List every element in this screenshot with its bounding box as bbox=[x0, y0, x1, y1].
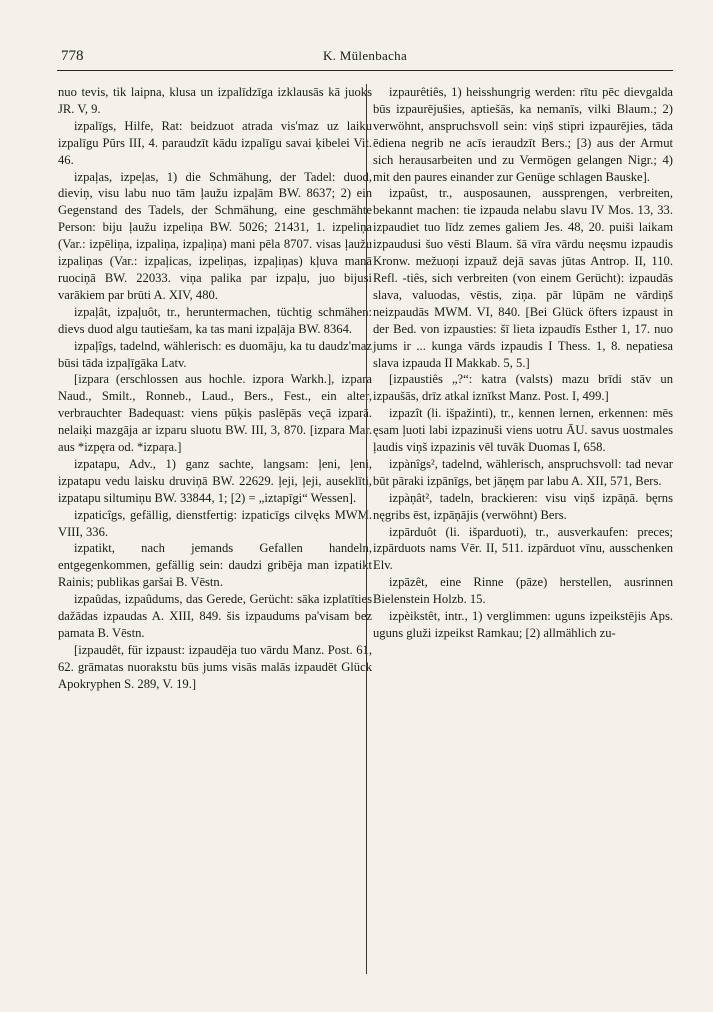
dictionary-entry: izpalīgs, Hilfe, Rat: beidzuot atrada vis'maz uz laiku izpalīgu Pūrs III, 4. paraudzīt kādu izpalīgu savai ķibelei Vit. 46. bbox=[58, 118, 372, 167]
dictionary-entry: izpaļât, izpaļuôt, tr., heruntermachen, tüchtig schmähen: dievs duod algu tautiešam, ka tas mani izpaļāja BW. 8364. bbox=[58, 304, 372, 336]
dictionary-entry: izpaûdas, izpaûdums, das Gerede, Gerücht: sāka izplatīties dažādas izpaudas A. XIII, 849. šis izpaudums pa'visam bez pamata B. Vēstn. bbox=[58, 592, 372, 640]
right-column bbox=[373, 84, 673, 642]
left-column bbox=[58, 84, 372, 693]
page-number: 778 bbox=[61, 48, 84, 64]
dictionary-entry: [izpaustiês „?“: katra (valsts) mazu brīdi stāv un izpaušās, drīz atkal iznīkst Manz. Post. I, 499.] bbox=[373, 372, 673, 404]
dictionary-entry: izpànîgs², tadelnd, wählerisch, anspruchsvoll: tad nevar būt pāraki izpānīgs, bet jāņęm par labu A. XII, 571, Bers. bbox=[373, 456, 673, 488]
dictionary-entry: izpaļîgs, tadelnd, wählerisch: es duomāju, ka tu daudz'maz būsi tāda izpaļīgāka Latv. bbox=[58, 338, 372, 370]
dictionary-entry: izpèikstêt, intr., 1) verglimmen: uguns izpeikstējis Aps. uguns gluži izpeikst Ramkau; [2) allmählich zu- bbox=[373, 609, 673, 640]
dictionary-entry: izpaļas, izpeļas, 1) die Schmähung, der Tadel: duod, dieviņ, visu labu nuo tām ļaužu izpaļām BW. 8637; 2) ein Gegenstand des Tadels, der Schmähung, eine geschmähte Person: biju ļaužu izpeliņa BW. 5026; 21431, 1. izpeliņa (Var.: izpēliņa, izpaliņa, izpaļiņa) mani pēla 8707. visas ļaužu izpaliņas (Var.: izpaļicas, izpeliņas, izpaļiņas) kļuva manā ruociņā BW. 22033. viņa palika par izpaļu, juo bijusi varākiem par brūti A. XIV, 480. bbox=[58, 169, 372, 302]
page-header bbox=[57, 44, 673, 71]
dictionary-entry: izpaûst, tr., ausposaunen, aussprengen, verbreiten, bekannt machen: tie izpauda nelabu slavu IV Mos. 13, 33. izpaudiet tuo līdz zemes galiem Jes. 48, 20. puiši laikam izpaudusi šuo vēsti Blaum. šā vīra vārdu neęsmu izpaudis Kronw. mežuoņi izpauž dejā savas jūtas Antrop. II, 110. Refl. -tiês, sich verbreiten (von einem Gerücht): izpaudās slava, valuodas, vēstis, ziņa. pār lūpām ne vārdiņš neizpaudās MWM. VI, 840. [Bei Glück öfters izpaust in der Bed. von izpausties: šī lieta izpaudīs Esther 1, 17. nuo jums ir ... kunga vārds izpaudis I Thess. 1, 8. nepatiesa slava izpauda II Makkab. 5, 5.] bbox=[373, 186, 673, 370]
dictionary-entry: [izpaudêt, für izpaust: izpaudēja tuo vārdu Manz. Post. 61, 62. grāmatas nuorakstu būs jums visās malās izpaudēt Glück Apokryphen S. 289, V. 19.] bbox=[58, 642, 372, 691]
dictionary-entry: izpatapu, Adv., 1) ganz sachte, langsam: ļeni, ļeni, izpatapu vedu laisku druviņā BW. 22629. ļeji, ļeji, auseklīti, izpatapu siltumiņu BW. 33844, 1; [2) = „iztapīgi“ Wessen]. bbox=[58, 456, 372, 505]
dictionary-entry: izpaticîgs, gefällig, dienstfertig: izpaticīgs cilvęks MWM. VIII, 336. bbox=[58, 507, 372, 539]
dictionary-entry: izpatikt, nach jemands Gefallen handeln, entgegenkommen, gefällig sein: daudzi gribēja man izpatikt Rainis; publikas garšai B. Vēstn. bbox=[58, 541, 372, 590]
dictionary-entry: nuo tevis, tik laipna, klusa un izpalīdzīga izklausās kā juoks JR. V, 9. bbox=[58, 85, 372, 116]
dictionary-entry: izpārduôt (li. išparduoti), tr., ausverkaufen: preces; izpārduots nams Vēr. II, 511. izpārduot vīnu, ausschenken Elv. bbox=[373, 524, 673, 573]
column-divider bbox=[366, 84, 367, 974]
running-head: K. Mülenbacha bbox=[322, 48, 408, 63]
dictionary-entry: [izpara (erschlossen aus hochle. izpora Warkh.], izpara Naud., Smilt., Ronneb., Laud., Bers., Fest., ein alter, verbrauchter Badequast: viens pūķis paslēpās veçā izparā. nelaiķi mazgāja ar izparu sluotu BW. III, 3, 870. [izpara Mar. aus *izpęra od. *izpaŗa.] bbox=[58, 372, 372, 455]
dictionary-entry: izpàņât², tadeln, brackieren: visu viņš izpāņā. bęrns nęgribs ēst, izpāņājis (verwöhnt) Bers. bbox=[373, 490, 673, 522]
dictionary-entry: izpaurêtiês, 1) heisshungrig werden: rītu pēc dievgalda būs izpaurējušies, aptiešās, ka nemanīs, vilki Blaum.; 2) verwöhnt, anspruchsvoll sein: viņš stipri izpaurējies, tāda ēdiena negrib ne acīs ieraudzīt Bers.; [3) aus der Armut sich herausarbeiten und zu Vermögen gelangen Nigr.; 4) mit den paures einander zur Genüge schlagen Bauske]. bbox=[373, 85, 673, 184]
dictionary-entry: izpazît (li. išpažinti), tr., kennen lernen, erkennen: mēs ęsam ļuoti labi izpazinuši viens uotru ĀU. savus uostmales ļaudis viņš izpazinis vēl tuvāk Duomas I, 658. bbox=[373, 406, 673, 455]
dictionary-entry: izpāzêt, eine Rinne (pāze) herstellen, ausrinnen Bielenstein Holzb. 15. bbox=[373, 575, 673, 607]
